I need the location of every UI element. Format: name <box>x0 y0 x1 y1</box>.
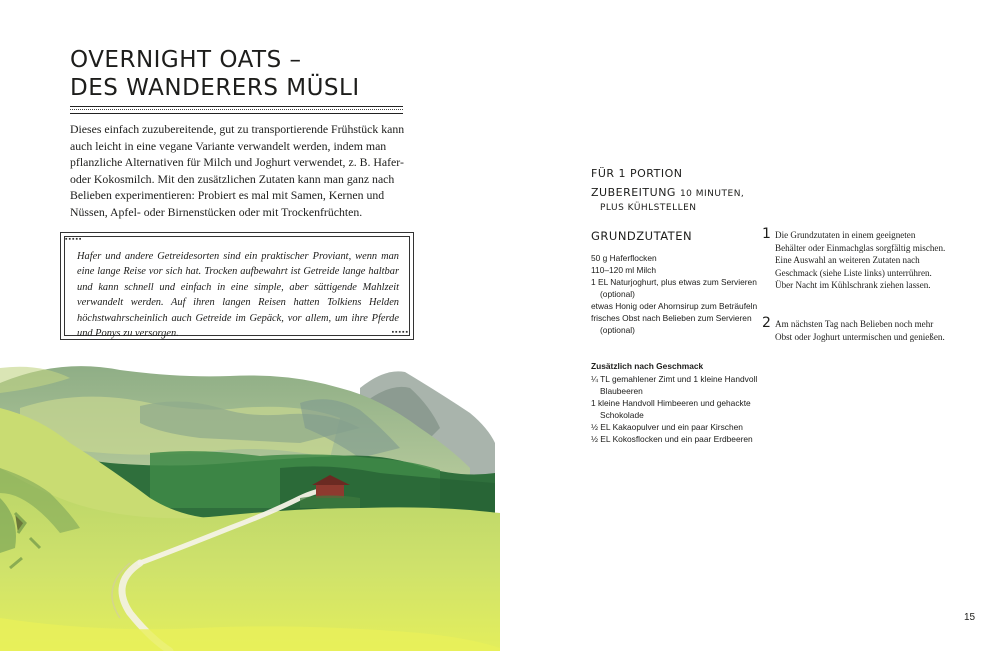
title-divider <box>70 106 403 114</box>
corner-ornament-icon: ▪▪▪▪▪ <box>391 328 409 336</box>
step-number: 2 <box>762 315 772 331</box>
method-step-1 <box>762 226 947 292</box>
step-number: 1 <box>762 226 772 242</box>
quote-text: Hafer und andere Getreidesorten sind ein praktischer Proviant, wenn man eine lange Reise vor sich hat. Trocken aufbewahrt ist Getreide lange haltbar und kann schnell und einfach in eine simple, aber sättigende Mahlzeit verwandelt werden. Auf ihren langen Reisen hatten Tolkiens Helden höchstwahrscheinlich auch Getreide im Gepäck, vor allem, um ihre Pferde und Ponys zu versorgen. <box>77 251 399 340</box>
list-item: ¼ TL gemahlener Zimt und 1 kleine Handvoll Blaubeeren <box>591 374 758 396</box>
ingredients-heading: GRUNDZUTATEN <box>591 229 693 243</box>
prep-value-continued: PLUS KÜHLSTELLEN <box>600 203 697 213</box>
quote-box <box>60 232 414 340</box>
landscape-illustration <box>0 348 500 651</box>
list-item: 1 EL Naturjoghurt, plus etwas zum Servieren (optional) <box>591 277 757 299</box>
list-item: etwas Honig oder Ahornsirup zum Beträufeln <box>591 301 758 311</box>
servings-label: FÜR 1 PORTION <box>591 167 683 180</box>
list-item: ½ EL Kakaopulver und ein paar Kirschen <box>591 422 743 432</box>
recipe-title-line-2: DES WANDERERS MÜSLI <box>70 75 360 101</box>
list-item: frisches Obst nach Belieben zum Servieren (optional) <box>591 313 752 335</box>
corner-ornament-icon: ▪▪▪▪▪ <box>65 235 83 243</box>
list-item: ½ EL Kokosflocken und ein paar Erdbeeren <box>591 434 753 444</box>
method-step-2 <box>762 315 947 343</box>
step-text: Am nächsten Tag nach Belieben noch mehr Obst oder Joghurt untermischen und genießen. <box>775 319 945 342</box>
extras-list <box>591 373 766 445</box>
page-number: 15 <box>964 612 976 623</box>
intro-paragraph: Dieses einfach zuzubereitende, gut zu transportierende Frühstück kann auch leicht in eine vegane Variante verwandelt werden, indem man pflanzliche Alternativen für Milch und Joghurt verwendet, z. B. Hafer- oder Kokosmilch. Mit den zusätzlichen Zutaten kann man ganz nach Belieben experimentieren: Probiert es mal mit Samen, Kernen und Nüssen, Apfel- oder Birnenstücken oder mit Trockenfrüchten. <box>70 122 405 219</box>
prep-label: ZUBEREITUNG <box>591 186 676 199</box>
step-text: Die Grundzutaten in einem geeigneten Behälter oder Einmachglas sorgfältig mischen. Eine Auswahl an weiteren Zutaten nach Geschmack (siehe Liste links) unterrühren. Über Nacht im Kühlschrank ziehen lassen. <box>775 230 946 291</box>
prep-time <box>591 183 751 213</box>
extras-heading: Zusätzlich nach Geschmack <box>591 361 704 371</box>
prep-value: 10 MINUTEN, <box>679 189 745 199</box>
recipe-title-block <box>70 46 405 114</box>
ingredients-list <box>591 252 766 336</box>
list-item: 1 kleine Handvoll Himbeeren und gehackte Schokolade <box>591 398 751 420</box>
list-item: 110–120 ml Milch <box>591 265 657 275</box>
recipe-title-line-1: OVERNIGHT OATS – <box>70 47 302 73</box>
list-item: 50 g Haferflocken <box>591 253 657 263</box>
